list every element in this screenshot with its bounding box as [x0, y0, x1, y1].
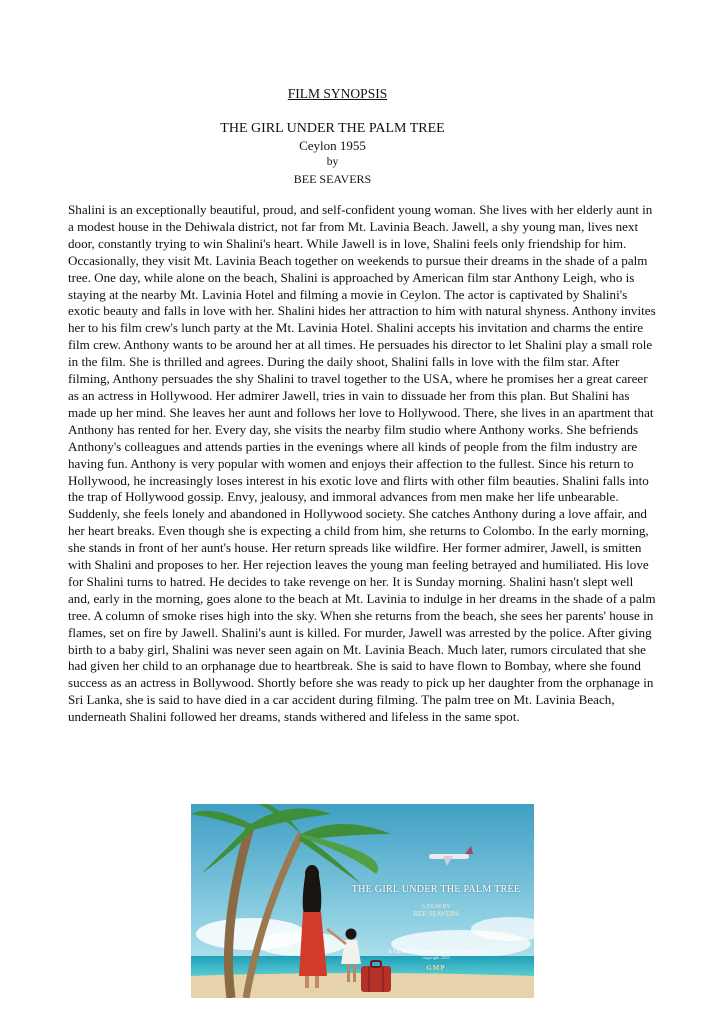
film-title: THE GIRL UNDER THE PALM TREE — [220, 121, 445, 136]
movie-poster-image — [191, 804, 534, 998]
author-name: BEE SEAVERS — [293, 172, 372, 186]
poster-title: THE GIRL UNDER THE PALM TREE — [351, 884, 521, 895]
poster-text-block — [341, 884, 531, 972]
document-heading: FILM SYNOPSIS — [287, 86, 388, 101]
poster-production-credit: A Grindelmotion Pictures Production — [387, 948, 485, 955]
film-subtitle: Ceylon 1955 — [299, 138, 366, 153]
byline-by: by — [326, 156, 339, 168]
studio-logo-icon: GMP — [426, 964, 446, 972]
film-title-block — [0, 120, 665, 188]
poster-a-film-by: A FILM BY — [421, 904, 451, 910]
synopsis-paragraph: Shalini is an exceptionally beautiful, proud, and self-confident young woman. She lives with her elderly aunt in a modest house in the Dehiwala district, not far from Mt. Lavinia Beach. Jawell, a shy young man, lives next door, constantly trying to win Shalini's heart. While Jawell is in love, Shalini feels only friendship for him. Occasionally, they visit Mt. Lavinia Beach together on weekends to pursue their dreams in the shade of a palm tree. One day, while alone on the beach, Shalini is approached by American film star Anthony Leigh, who is staying at the nearby Mt. Lavinia Hotel and filming a movie in Ceylon. The actor is captivated by Shalini's exotic beauty and falls in love with her. Shalini hides her attraction to him with natural shyness. Anthony invites her to his film crew's lunch party at the Mt. Lavinia Hotel. Shalini accepts his invitation and charms the entire film crew. Anthony wants to be around her at all times. He persuades his director to let Shalini play a small role in the film. She is thrilled and agrees. During the daily shoot, Shalini falls in love with the film star. After filming, Anthony persuades the shy Shalini to travel together to the USA, where he promises her a great career as an actress in Hollywood. Her admirer Jawell, tries in vain to dissuade her from this plan. But Shalini has made up her mind. She leaves her aunt and follows her love to Hollywood. There, she lives in an apartment that Anthony has rented for her. Every day, she visits the nearby film studio where Anthony works. She befriends Anthony's colleagues and attends parties in the evenings where all kinds of people from the film industry are having fun. Anthony is very popular with women and enjoys their affection to the fullest. Since his return to Hollywood, he increasingly loses interest in his exotic love and flirts with other film beauties. Shalini falls into the trap of Hollywood gossip. Envy, jealousy, and immoral advances from men make her life unbearable. Suddenly, she feels lonely and abandoned in Hollywood society. She catches Anthony during a love affair, and her heart breaks. Even though she is expecting a child from him, she returns to Colombo. In the early morning, she stands in front of her aunt's house. Her return spreads like wildfire. Her former admirer, Jawell, is smitten with Shalini and proposes to her. Her rejection leaves the young man feeling betrayed and humiliated. His love for Shalini turns to hatred. He decides to take revenge on her. It is Sunday morning. Shalini hasn't slept well and, early in the morning, goes alone to the beach at Mt. Lavinia to indulge in her dreams in the shade of a palm tree. A column of smoke rises high into the sky. When she returns from the beach, she sees her parents' house in flames, set on fire by Jawell. Shalini's aunt is killed. For murder, Jawell was arrested by the police. After giving birth to a baby girl, Shalini was never seen again on Mt. Lavinia Beach. Much later, rumors circulated that she had given her child to an orphanage due to heartbreak. She is said to have flown to Bombay, where she found success as an actress in Bollywood. Shortly before she was ready to pick up her daughter from the orphanage in Sri Lanka, she is said to have died in a car accident during filming. The palm tree on Mt. Lavinia Beach, underneath Shalini followed her dreams, stands withered and lifeless in the same spot. — [68, 202, 656, 725]
poster-copyright: copyright 2025 — [422, 955, 450, 960]
poster-director: BEE SEAVERS — [413, 910, 459, 918]
